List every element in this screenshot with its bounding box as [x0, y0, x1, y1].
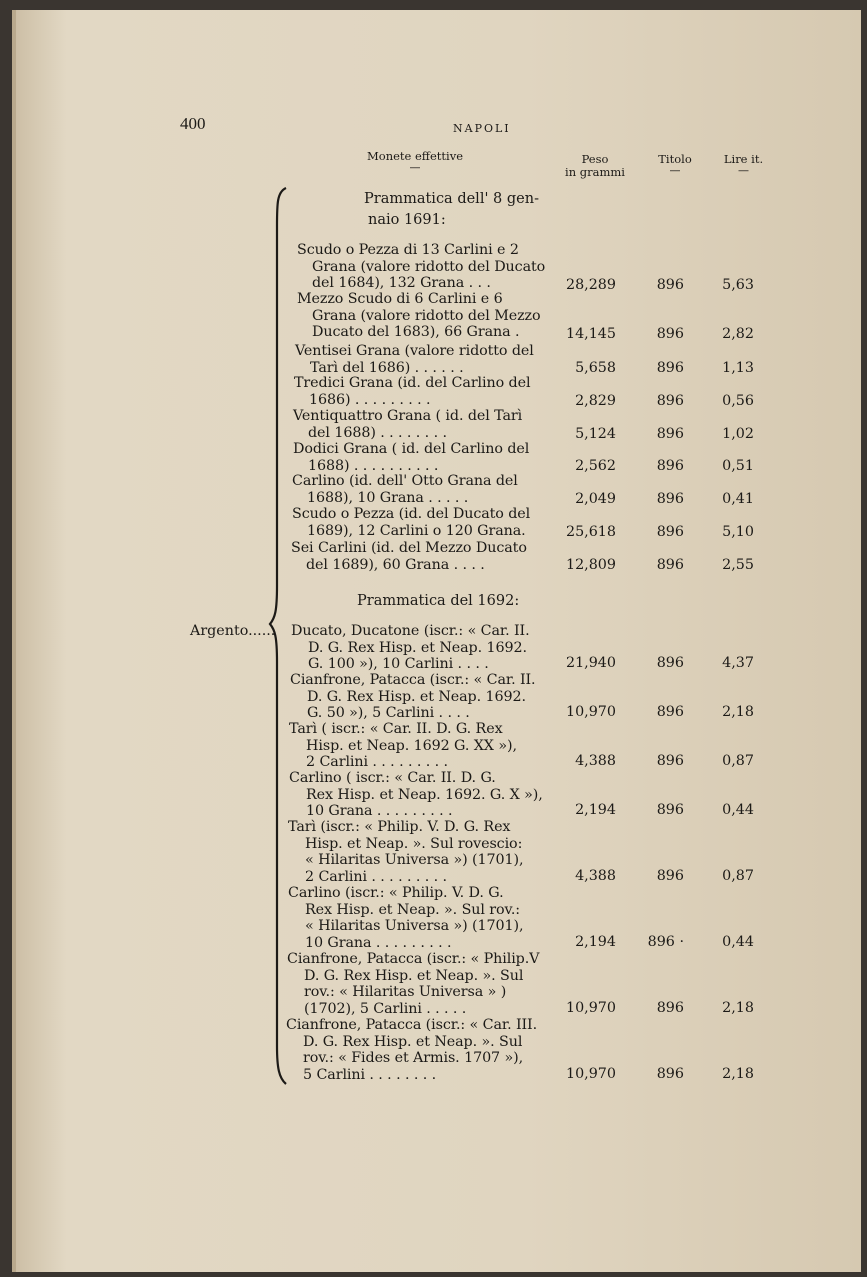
entry-line: rov.: « Fides et Armis. 1707 »),: [303, 1050, 524, 1066]
entry-line: 2 Carlini . . . . . . . . .: [305, 868, 447, 885]
entry-line: « Hilaritas Universa ») (1701),: [305, 852, 524, 868]
entry-line: Cianfrone, Patacca (iscr.: « Car. III.: [286, 1017, 538, 1033]
entry-line: Ventiquattro Grana ( id. del Tarì: [293, 408, 523, 424]
coin-entry: [293, 441, 529, 474]
titolo-cell: 896: [656, 753, 684, 769]
entry-line: Ducato, Ducatone (iscr.: « Car. II.: [291, 623, 530, 639]
lire-cell: 1,02: [722, 426, 754, 442]
titolo-cell: 896 ·: [647, 934, 684, 950]
running-head: NAPOLI: [453, 122, 511, 135]
peso-cell: 10,970: [565, 1066, 616, 1082]
titolo-cell: 896: [656, 1000, 684, 1016]
entry-line: rov.: « Hilaritas Universa » ): [304, 984, 507, 1000]
entry-line: Scudo o Pezza di 13 Carlini e 2: [297, 242, 519, 258]
group-label-argento: Argento......: [190, 623, 276, 639]
entry-line: Tarì ( iscr.: « Car. II. D. G. Rex: [289, 721, 503, 737]
entry-line: 2 Carlini . . . . . . . . .: [306, 754, 448, 770]
lire-cell: 5,10: [722, 524, 754, 540]
lire-cell: 5,63: [722, 277, 754, 293]
coin-entry: [289, 721, 517, 771]
entry-line: Cianfrone, Patacca (iscr.: « Car. II.: [290, 672, 536, 688]
coin-entry: [292, 473, 518, 506]
entry-line: Scudo o Pezza (id. del Ducato del: [292, 506, 531, 522]
entry-line: Tarì del 1686) . . . . . .: [310, 359, 464, 376]
col-header-monete-label: Monete effettive: [367, 149, 463, 163]
section-heading-line: Prammatica dell' 8 gen-: [364, 191, 539, 207]
entry-line: 10 Grana . . . . . . . . .: [306, 803, 453, 819]
peso-cell: 2,562: [575, 458, 616, 474]
peso-cell: 10,970: [565, 704, 616, 720]
titolo-cell: 896: [656, 1066, 684, 1082]
lire-cell: 4,37: [722, 655, 754, 671]
entry-line: Carlino (iscr.: « Philip. V. D. G.: [288, 885, 504, 901]
entry-line: D. G. Rex Hisp. et Neap. 1692.: [308, 639, 527, 656]
titolo-cell: 896: [656, 802, 684, 818]
col-header-titolo-label: Titolo: [658, 152, 692, 166]
entry-line: Carlino (id. dell' Otto Grana del: [292, 473, 518, 489]
entry-line: Cianfrone, Patacca (iscr.: « Philip.V: [287, 951, 540, 967]
section-heading: [357, 593, 519, 609]
peso-cell: 14,145: [565, 326, 616, 342]
titolo-cell: 896: [656, 524, 684, 540]
lire-cell: 0,41: [722, 491, 754, 507]
titolo-cell: 896: [656, 277, 684, 293]
entry-line: Tredici Grana (id. del Carlino del: [294, 375, 531, 391]
titolo-cell: 896: [656, 326, 684, 342]
entry-line: 1689), 12 Carlini o 120 Grana.: [307, 522, 526, 539]
entry-line: D. G. Rex Hisp. et Neap. ». Sul: [304, 967, 524, 984]
titolo-cell: 896: [656, 868, 684, 884]
coin-entry: [290, 672, 536, 722]
col-header-peso: [555, 153, 635, 179]
lire-cell: 2,18: [722, 704, 754, 720]
entry-line: Ducato del 1683), 66 Grana .: [312, 324, 520, 340]
lire-cell: 1,13: [722, 360, 754, 376]
col-header-dash: —: [409, 161, 421, 174]
entry-line: Mezzo Scudo di 6 Carlini e 6: [297, 291, 503, 307]
titolo-cell: 896: [656, 491, 684, 507]
peso-cell: 5,124: [575, 426, 616, 442]
coin-entry: [289, 770, 543, 820]
col-header-peso-label: Peso: [581, 152, 609, 166]
col-header-dash: —: [738, 164, 749, 177]
entry-line: D. G. Rex Hisp. et Neap. ». Sul: [303, 1033, 523, 1050]
titolo-cell: 896: [656, 393, 684, 409]
entry-line: G. 50 »), 5 Carlini . . . .: [307, 705, 470, 721]
lire-cell: 0,87: [722, 753, 754, 769]
section-heading: [364, 189, 539, 231]
lire-cell: 0,51: [722, 458, 754, 474]
coin-entry: [292, 506, 530, 539]
lire-cell: 0,44: [722, 802, 754, 818]
entry-line: Dodici Grana ( id. del Carlino del: [293, 441, 530, 457]
section-heading-line: naio 1691:: [368, 212, 446, 228]
peso-cell: 2,829: [575, 393, 616, 409]
titolo-cell: 896: [656, 704, 684, 720]
col-header-dash: —: [669, 164, 681, 177]
peso-cell: 10,970: [565, 1000, 616, 1016]
entry-line: Hisp. et Neap. ». Sul rovescio:: [305, 835, 523, 852]
coin-entry: [287, 951, 539, 1017]
entry-line: Grana (valore ridotto del Ducato: [312, 258, 546, 275]
peso-cell: 5,658: [575, 360, 616, 376]
entry-line: G. 100 »), 10 Carlini . . . .: [308, 656, 489, 672]
entry-line: Rex Hisp. et Neap. ». Sul rov.:: [305, 901, 520, 918]
peso-cell: 2,194: [575, 934, 616, 950]
entry-line: Sei Carlini (id. del Mezzo Ducato: [291, 540, 527, 556]
col-header-titolo: [650, 153, 700, 176]
coin-entry: [291, 623, 530, 673]
peso-cell: 4,388: [575, 868, 616, 884]
coin-entry: [297, 291, 540, 341]
entry-line: « Hilaritas Universa ») (1701),: [305, 918, 524, 934]
peso-cell: 2,194: [575, 802, 616, 818]
col-header-monete: [360, 150, 470, 173]
entry-line: Carlino ( iscr.: « Car. II. D. G.: [289, 770, 496, 786]
entry-line: Tarì (iscr.: « Philip. V. D. G. Rex: [288, 819, 511, 835]
lire-cell: 0,44: [722, 934, 754, 950]
entry-line: 5 Carlini . . . . . . . .: [303, 1066, 437, 1083]
page-number: 400: [180, 114, 206, 133]
coin-entry: [286, 1017, 537, 1083]
col-header-lire-label: Lire it.: [723, 152, 764, 166]
entry-line: del 1689), 60 Grana . . . .: [306, 556, 485, 573]
entry-line: 1688) . . . . . . . . . .: [308, 457, 439, 474]
peso-cell: 12,809: [565, 557, 616, 573]
titolo-cell: 896: [656, 655, 684, 671]
peso-cell: 2,049: [575, 491, 616, 507]
entry-line: 1686) . . . . . . . . .: [309, 391, 431, 408]
coin-entry: [295, 343, 534, 376]
entry-line: 10 Grana . . . . . . . . .: [305, 934, 452, 951]
entry-line: Rex Hisp. et Neap. 1692. G. X »),: [306, 786, 543, 803]
peso-cell: 4,388: [575, 753, 616, 769]
lire-cell: 0,56: [722, 393, 754, 409]
entry-line: Ventisei Grana (valore ridotto del: [295, 343, 534, 359]
titolo-cell: 896: [656, 458, 684, 474]
titolo-cell: 896: [656, 426, 684, 442]
lire-cell: 2,18: [722, 1066, 754, 1082]
entry-line: del 1688) . . . . . . . .: [308, 424, 447, 441]
entry-line: D. G. Rex Hisp. et Neap. 1692.: [307, 688, 526, 705]
peso-cell: 28,289: [565, 277, 616, 293]
coin-entry: [294, 375, 530, 408]
col-header-peso-unit: in grammi: [565, 165, 625, 179]
entry-line: Hisp. et Neap. 1692 G. XX »),: [306, 737, 517, 754]
titolo-cell: 896: [656, 360, 684, 376]
col-header-lire: [716, 153, 771, 176]
lire-cell: 0,87: [722, 868, 754, 884]
coin-entry: [288, 885, 523, 951]
entry-line: (1702), 5 Carlini . . . . .: [304, 1000, 467, 1017]
lire-cell: 2,55: [722, 557, 754, 573]
entry-line: del 1684), 132 Grana . . .: [312, 275, 491, 291]
peso-cell: 21,940: [565, 655, 616, 671]
lire-cell: 2,18: [722, 1000, 754, 1016]
entry-line: Grana (valore ridotto del Mezzo: [312, 307, 541, 324]
coin-entry: [293, 408, 522, 441]
coin-entry: [291, 540, 527, 573]
entry-line: 1688), 10 Grana . . . . .: [307, 489, 469, 506]
titolo-cell: 896: [656, 557, 684, 573]
coin-entry: [288, 819, 523, 885]
peso-cell: 25,618: [565, 524, 616, 540]
lire-cell: 2,82: [722, 326, 754, 342]
section-heading-line: Prammatica del 1692:: [357, 593, 520, 609]
coin-entry: [297, 242, 545, 292]
